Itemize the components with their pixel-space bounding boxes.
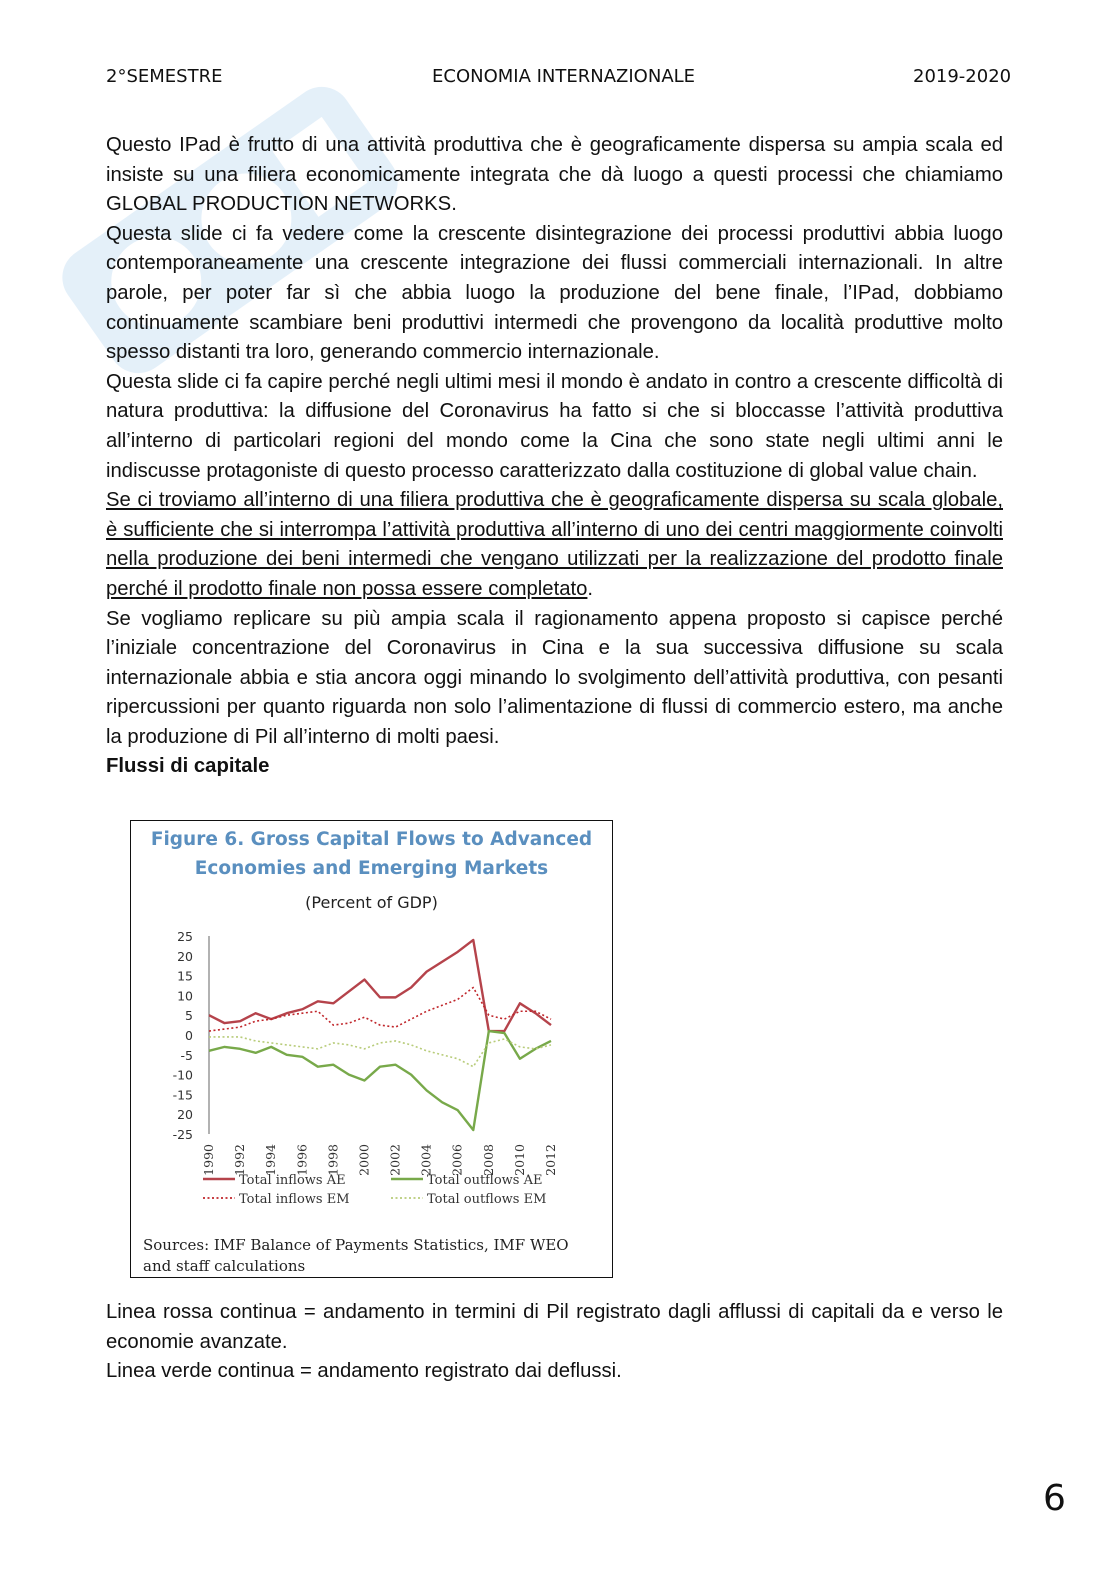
x-tick-label: 1990 bbox=[201, 1144, 216, 1176]
x-tick-label: 2000 bbox=[356, 1144, 372, 1176]
paragraph-international-scale: Se vogliamo replicare su più ampia scala il ragionamento appena proposto si capisce perché l’iniziale concentrazione del Coronavirus in Cina e la sua successiva diffusione su scala internazionale abbia e stia ancora oggi minando lo svolgimento dell’attività produttiva, con pesanti ripercussioni per quanto riguarda non solo l’alimentazione di flussi di commercio estero, ma anche la produzione di Pil all’interno di molti paesi. bbox=[106, 607, 1003, 748]
y-tick-label: -25 bbox=[172, 1127, 193, 1142]
x-tick-label: 2010 bbox=[511, 1144, 527, 1176]
page-number: 6 bbox=[1043, 1478, 1066, 1519]
paragraph-green-line: Linea verde continua = andamento registrato dai deflussi. bbox=[106, 1360, 622, 1383]
series-line-total-outflows-ae bbox=[209, 1031, 551, 1130]
y-tick-label: -15 bbox=[172, 1087, 193, 1103]
paragraph-disintegration: Questa slide ci fa vedere come la crescente disintegrazione dei processi produttivi abbia luogo contemporaneamente una crescente integrazione dei flussi commerciali internazionali. In altre parole, per poter far sì che abbia luogo la produzione del bene finale, l’IPad, dobbiamo continuamente scambiare beni produttivi intermedi che provengono da località produttive molto spesso distanti tra loro, generando commercio internazionale. bbox=[106, 222, 1003, 364]
underlined-text-end: . bbox=[587, 577, 594, 600]
legend-label: Total outflows AE bbox=[427, 1173, 543, 1188]
x-tick-label: 2012 bbox=[543, 1144, 558, 1176]
figure-source: Sources: IMF Balance of Payments Statistics, IMF WEO and staff calculations bbox=[143, 1236, 569, 1275]
x-tick-label: 2006 bbox=[449, 1144, 465, 1176]
x-tick-label: 1998 bbox=[325, 1144, 341, 1176]
paragraph-coronavirus: Questa slide ci fa capire perché negli ultimi mesi il mondo è andato in contro a crescente difficoltà di natura produttiva: la diffusione del Coronavirus ha fatto si che si bloccasse l’attività produttiva all’interno di particolari regioni del mondo come la Cina che sono state negli ultimi anni le indiscusse protagoniste di questo processo caratterizzato dalla costituzione di global value chain. bbox=[106, 370, 1003, 482]
paragraph-global-production-networks: Questo IPad è frutto di una attività produttiva che è geograficamente dispersa su ampia scala ed insiste su una filiera economicamente integrata che dà luogo a questi processi che chiamiamo GLOBAL PRODUCTION NETWORKS. bbox=[106, 134, 1003, 216]
figure-title-line2: Economies and Emerging Markets bbox=[194, 858, 549, 879]
x-tick-label: 1994 bbox=[263, 1144, 279, 1176]
underlined-text: Se ci troviamo all’interno di una filiera produttiva che è geograficamente dispersa su scala globale, è sufficiente che si interrompa l’attività produttiva all’interno di uno dei centri maggiormente coinvolti nella produzione dei beni intermedi che vengano utilizzati per la realizzazione del prodotto finale perché il prodotto finale non possa essere completato bbox=[106, 489, 1003, 600]
y-tick-label: 0 bbox=[185, 1028, 193, 1043]
x-tick-label: 2008 bbox=[480, 1144, 496, 1176]
y-tick-label: -10 bbox=[172, 1067, 193, 1083]
document-body bbox=[106, 131, 1003, 782]
x-tick-label: 1996 bbox=[294, 1144, 310, 1176]
paragraph-red-line: Linea rossa continua = andamento in termini di Pil registrato dagli afflussi di capitali da e verso le economie avanzate. bbox=[106, 1301, 1003, 1353]
figure-capital-flows bbox=[130, 820, 613, 1278]
y-tick-label: 15 bbox=[177, 968, 193, 984]
header-year: 2019-2020 bbox=[913, 66, 1012, 87]
series-line-total-inflows-em bbox=[209, 987, 551, 1031]
series-line-total-inflows-ae bbox=[209, 940, 551, 1031]
paragraph-supply-chain-interruption bbox=[106, 486, 1003, 604]
y-tick-label: 25 bbox=[177, 929, 193, 944]
x-tick-label: 1992 bbox=[232, 1144, 248, 1176]
x-tick-label: 2002 bbox=[387, 1144, 403, 1176]
legend-label: Total inflows AE bbox=[239, 1173, 346, 1188]
y-tick-label: -5 bbox=[180, 1047, 193, 1063]
legend-label: Total inflows EM bbox=[239, 1192, 350, 1207]
x-tick-label: 2004 bbox=[418, 1144, 434, 1176]
figure-subtitle: (Percent of GDP) bbox=[305, 893, 438, 912]
capital-flows-chart bbox=[131, 821, 611, 1231]
y-tick-label: 5 bbox=[185, 1008, 193, 1024]
header-semester: 2°SEMESTRE bbox=[106, 66, 223, 87]
legend-label: Total outflows EM bbox=[427, 1192, 547, 1207]
y-tick-label: 20 bbox=[177, 948, 193, 964]
section-heading: Flussi di capitale bbox=[106, 755, 270, 778]
header-course-title: ECONOMIA INTERNAZIONALE bbox=[432, 66, 696, 87]
figure-title-line1: Figure 6. Gross Capital Flows to Advanced bbox=[150, 829, 593, 850]
y-tick-label: 10 bbox=[177, 988, 193, 1004]
y-tick-label: 20 bbox=[177, 1107, 193, 1123]
document-body-after-figure bbox=[106, 1298, 1003, 1387]
